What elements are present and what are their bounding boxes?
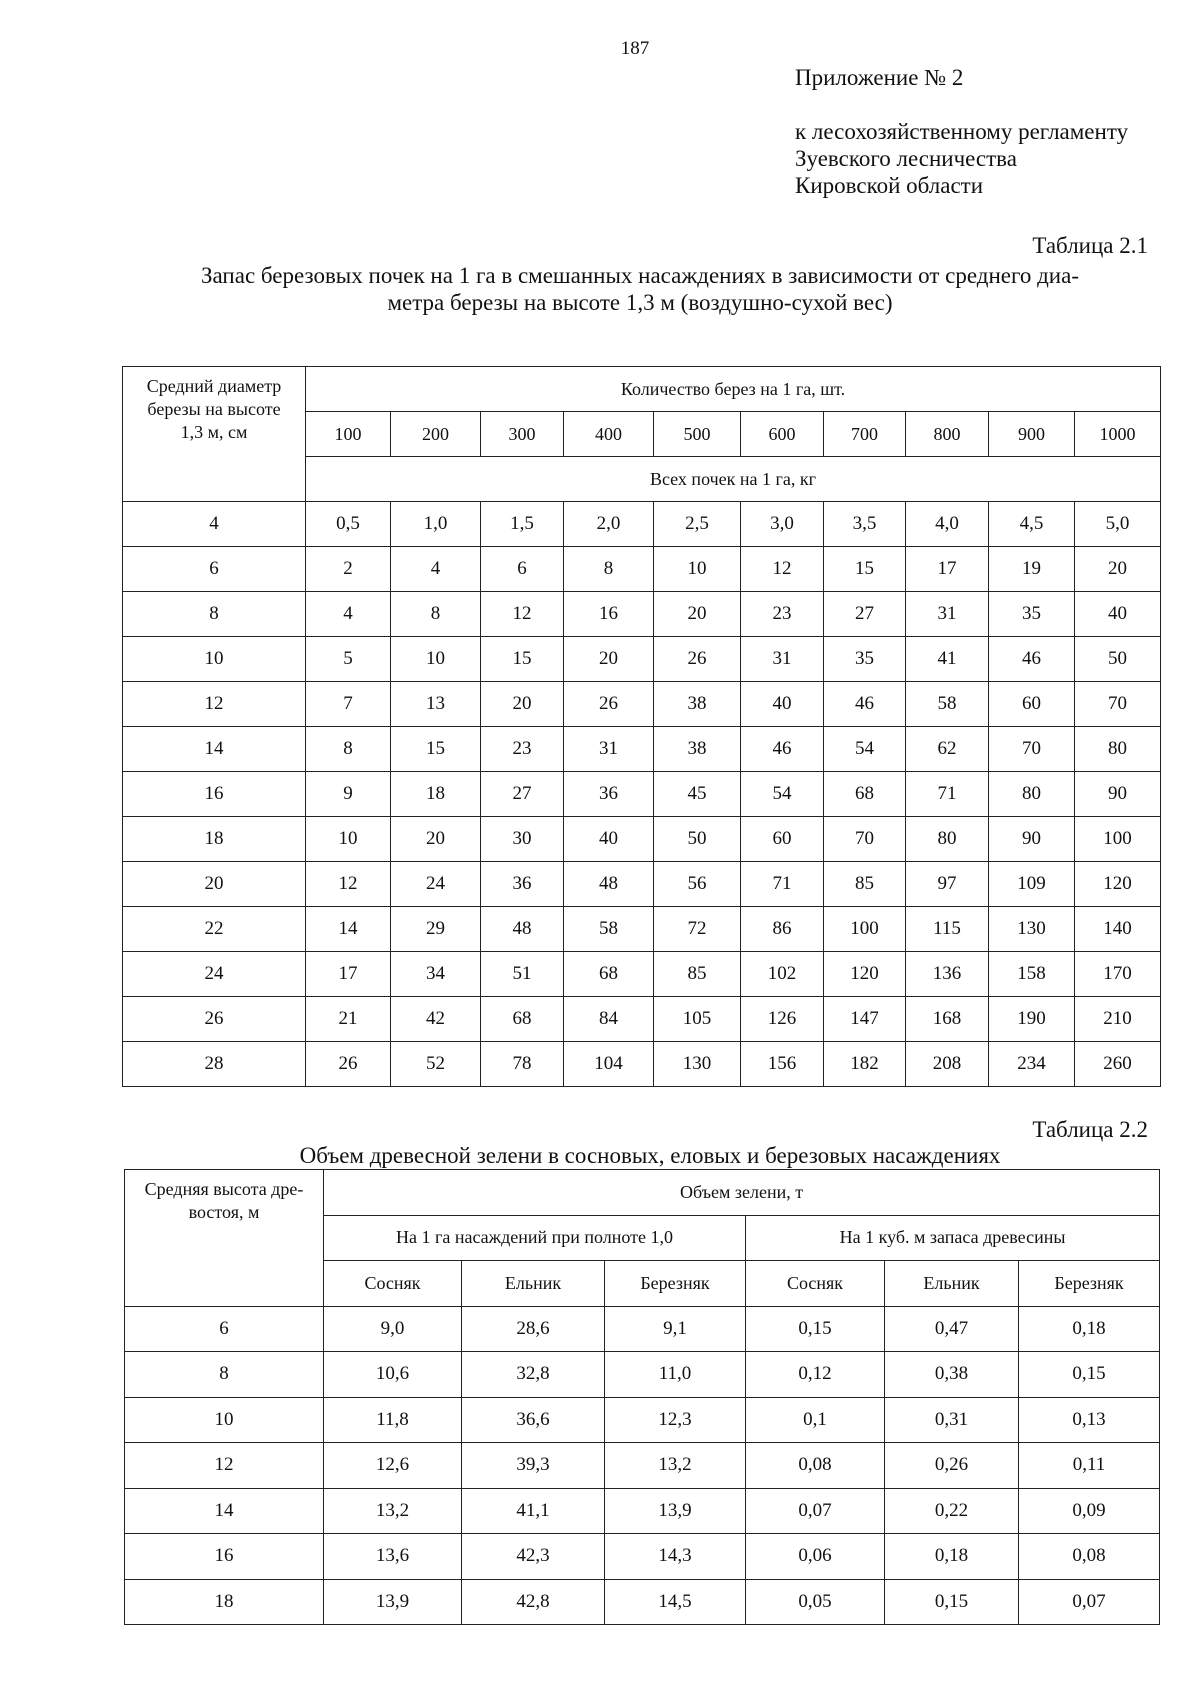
greenery-cell: 0,26	[885, 1443, 1019, 1489]
appendix-line: к лесохозяйственному регламенту	[795, 119, 1129, 144]
buds-cell: 41	[906, 637, 989, 682]
diameter-cell: 10	[123, 637, 306, 682]
buds-cell: 80	[1075, 727, 1161, 772]
diameter-cell: 16	[123, 772, 306, 817]
buds-cell: 190	[989, 997, 1075, 1042]
greenery-cell: 36,6	[462, 1397, 605, 1443]
diameter-cell: 8	[123, 592, 306, 637]
buds-cell: 31	[741, 637, 824, 682]
buds-cell: 100	[824, 907, 906, 952]
appendix-title: Приложение № 2	[795, 65, 964, 90]
diameter-cell: 18	[123, 817, 306, 862]
buds-cell: 58	[906, 682, 989, 727]
table-row	[123, 997, 1161, 1042]
greenery-cell: 0,08	[1019, 1534, 1160, 1580]
appendix-line: Зуевского лесничества	[795, 146, 1017, 171]
table-row	[125, 1443, 1160, 1489]
table-row	[125, 1488, 1160, 1534]
buds-cell: 45	[654, 772, 741, 817]
buds-cell: 2	[306, 547, 391, 592]
buds-cell: 80	[906, 817, 989, 862]
buds-cell: 40	[741, 682, 824, 727]
appendix-line: Кировской области	[795, 173, 984, 198]
greenery-cell: 0,15	[1019, 1352, 1160, 1398]
table2-species-header: Сосняк	[324, 1261, 462, 1307]
buds-cell: 38	[654, 727, 741, 772]
buds-cell: 58	[564, 907, 654, 952]
buds-cell: 4	[306, 592, 391, 637]
height-cell: 6	[125, 1306, 324, 1352]
buds-cell: 51	[481, 952, 564, 997]
greenery-cell: 0,22	[885, 1488, 1019, 1534]
buds-cell: 35	[824, 637, 906, 682]
buds-cell: 3,0	[741, 502, 824, 547]
buds-cell: 8	[564, 547, 654, 592]
table2-species-header: Березняк	[605, 1261, 746, 1307]
buds-cell: 10	[306, 817, 391, 862]
buds-cell: 16	[564, 592, 654, 637]
table-row	[123, 682, 1161, 727]
greenery-cell: 28,6	[462, 1306, 605, 1352]
buds-cell: 50	[654, 817, 741, 862]
buds-cell: 71	[741, 862, 824, 907]
buds-cell: 85	[824, 862, 906, 907]
buds-cell: 20	[481, 682, 564, 727]
table1-count-header: 100	[306, 412, 391, 457]
greenery-cell: 9,1	[605, 1306, 746, 1352]
buds-cell: 54	[741, 772, 824, 817]
buds-cell: 72	[654, 907, 741, 952]
buds-cell: 12	[741, 547, 824, 592]
buds-cell: 36	[564, 772, 654, 817]
table-row	[123, 637, 1161, 682]
height-cell: 12	[125, 1443, 324, 1489]
table1-side-header	[123, 367, 306, 502]
buds-cell: 34	[391, 952, 481, 997]
table2-species-header: Березняк	[1019, 1261, 1160, 1307]
greenery-cell: 11,8	[324, 1397, 462, 1443]
height-cell: 8	[125, 1352, 324, 1398]
buds-cell: 56	[654, 862, 741, 907]
table-row	[123, 862, 1161, 907]
side-header-line: 1,3 м, см	[180, 422, 248, 442]
buds-cell: 102	[741, 952, 824, 997]
buds-cell: 90	[1075, 772, 1161, 817]
buds-cell: 62	[906, 727, 989, 772]
buds-cell: 84	[564, 997, 654, 1042]
greenery-cell: 13,6	[324, 1534, 462, 1580]
buds-cell: 136	[906, 952, 989, 997]
buds-cell: 70	[824, 817, 906, 862]
table-row	[123, 727, 1161, 772]
buds-cell: 4,5	[989, 502, 1075, 547]
table-row	[125, 1397, 1160, 1443]
buds-cell: 26	[654, 637, 741, 682]
buds-cell: 80	[989, 772, 1075, 817]
greenery-cell: 32,8	[462, 1352, 605, 1398]
buds-cell: 36	[481, 862, 564, 907]
table-row	[123, 1042, 1161, 1087]
buds-cell: 182	[824, 1042, 906, 1087]
buds-cell: 170	[1075, 952, 1161, 997]
buds-cell: 68	[481, 997, 564, 1042]
buds-cell: 46	[741, 727, 824, 772]
buds-cell: 208	[906, 1042, 989, 1087]
buds-cell: 19	[989, 547, 1075, 592]
buds-cell: 46	[989, 637, 1075, 682]
table1-count-header: 800	[906, 412, 989, 457]
buds-cell: 60	[989, 682, 1075, 727]
buds-cell: 9	[306, 772, 391, 817]
buds-cell: 70	[1075, 682, 1161, 727]
table1-top-header: Количество берез на 1 га, шт.	[306, 367, 1161, 412]
buds-cell: 23	[741, 592, 824, 637]
table1-count-header: 600	[741, 412, 824, 457]
buds-cell: 90	[989, 817, 1075, 862]
diameter-cell: 14	[123, 727, 306, 772]
greenery-cell: 0,15	[746, 1306, 885, 1352]
table-row	[123, 817, 1161, 862]
buds-cell: 120	[1075, 862, 1161, 907]
greenery-cell: 42,3	[462, 1534, 605, 1580]
buds-cell: 8	[306, 727, 391, 772]
diameter-cell: 20	[123, 862, 306, 907]
buds-cell: 68	[824, 772, 906, 817]
buds-cell: 120	[824, 952, 906, 997]
table-row	[123, 502, 1161, 547]
buds-cell: 0,5	[306, 502, 391, 547]
table-row	[123, 592, 1161, 637]
table1	[122, 366, 1161, 1087]
table-row	[125, 1352, 1160, 1398]
buds-cell: 31	[564, 727, 654, 772]
greenery-cell: 13,2	[605, 1443, 746, 1489]
table-row	[125, 1306, 1160, 1352]
table-row	[125, 1534, 1160, 1580]
appendix-block	[795, 64, 1128, 199]
buds-cell: 2,0	[564, 502, 654, 547]
buds-cell: 156	[741, 1042, 824, 1087]
table1-count-header: 400	[564, 412, 654, 457]
side-header-line: березы на высоте	[147, 399, 281, 419]
greenery-cell: 0,11	[1019, 1443, 1160, 1489]
buds-cell: 85	[654, 952, 741, 997]
buds-cell: 13	[391, 682, 481, 727]
table2-side-header	[125, 1170, 324, 1307]
greenery-cell: 41,1	[462, 1488, 605, 1534]
buds-cell: 20	[654, 592, 741, 637]
greenery-cell: 0,08	[746, 1443, 885, 1489]
buds-cell: 40	[564, 817, 654, 862]
height-cell: 18	[125, 1579, 324, 1625]
greenery-cell: 0,18	[1019, 1306, 1160, 1352]
table1-count-header: 300	[481, 412, 564, 457]
greenery-cell: 0,18	[885, 1534, 1019, 1580]
table1-count-header: 200	[391, 412, 481, 457]
buds-cell: 130	[989, 907, 1075, 952]
buds-cell: 1,5	[481, 502, 564, 547]
greenery-cell: 14,3	[605, 1534, 746, 1580]
greenery-cell: 0,07	[1019, 1579, 1160, 1625]
diameter-cell: 4	[123, 502, 306, 547]
buds-cell: 104	[564, 1042, 654, 1087]
height-cell: 10	[125, 1397, 324, 1443]
page-number: 187	[620, 38, 650, 59]
buds-cell: 54	[824, 727, 906, 772]
buds-cell: 26	[564, 682, 654, 727]
table-row	[123, 547, 1161, 592]
table-row	[123, 907, 1161, 952]
greenery-cell: 9,0	[324, 1306, 462, 1352]
height-cell: 14	[125, 1488, 324, 1534]
buds-cell: 10	[391, 637, 481, 682]
buds-cell: 5,0	[1075, 502, 1161, 547]
diameter-cell: 12	[123, 682, 306, 727]
buds-cell: 60	[741, 817, 824, 862]
greenery-cell: 10,6	[324, 1352, 462, 1398]
table-row	[123, 952, 1161, 997]
buds-cell: 21	[306, 997, 391, 1042]
buds-cell: 68	[564, 952, 654, 997]
buds-cell: 8	[391, 592, 481, 637]
buds-cell: 71	[906, 772, 989, 817]
buds-cell: 2,5	[654, 502, 741, 547]
buds-cell: 168	[906, 997, 989, 1042]
greenery-cell: 12,6	[324, 1443, 462, 1489]
greenery-cell: 0,05	[746, 1579, 885, 1625]
buds-cell: 4	[391, 547, 481, 592]
buds-cell: 26	[306, 1042, 391, 1087]
diameter-cell: 26	[123, 997, 306, 1042]
greenery-cell: 13,2	[324, 1488, 462, 1534]
buds-cell: 12	[306, 862, 391, 907]
buds-cell: 35	[989, 592, 1075, 637]
table1-title-line: Запас березовых почек на 1 га в смешанных насаждениях в зависимости от среднего диа-	[201, 263, 1079, 288]
buds-cell: 7	[306, 682, 391, 727]
greenery-cell: 14,5	[605, 1579, 746, 1625]
buds-cell: 27	[481, 772, 564, 817]
greenery-cell: 0,1	[746, 1397, 885, 1443]
table2-top-header: Объем зелени, т	[324, 1170, 1160, 1216]
buds-cell: 52	[391, 1042, 481, 1087]
buds-cell: 234	[989, 1042, 1075, 1087]
buds-cell: 15	[481, 637, 564, 682]
buds-cell: 210	[1075, 997, 1161, 1042]
buds-cell: 78	[481, 1042, 564, 1087]
greenery-cell: 0,38	[885, 1352, 1019, 1398]
buds-cell: 100	[1075, 817, 1161, 862]
greenery-cell: 12,3	[605, 1397, 746, 1443]
table2-group-per-m3: На 1 куб. м запаса древесины	[746, 1215, 1160, 1261]
buds-cell: 23	[481, 727, 564, 772]
buds-cell: 20	[564, 637, 654, 682]
table2-species-header: Ельник	[885, 1261, 1019, 1307]
table1-count-header: 500	[654, 412, 741, 457]
height-cell: 16	[125, 1534, 324, 1580]
buds-cell: 17	[906, 547, 989, 592]
side-header-line: Средний диаметр	[146, 376, 282, 396]
greenery-cell: 0,15	[885, 1579, 1019, 1625]
buds-cell: 30	[481, 817, 564, 862]
buds-cell: 24	[391, 862, 481, 907]
buds-cell: 70	[989, 727, 1075, 772]
buds-cell: 42	[391, 997, 481, 1042]
greenery-cell: 0,31	[885, 1397, 1019, 1443]
buds-cell: 158	[989, 952, 1075, 997]
buds-cell: 1,0	[391, 502, 481, 547]
greenery-cell: 13,9	[605, 1488, 746, 1534]
table2-caption: Таблица 2.2	[1032, 1117, 1148, 1142]
greenery-cell: 0,13	[1019, 1397, 1160, 1443]
greenery-cell: 0,09	[1019, 1488, 1160, 1534]
table2-species-header: Ельник	[462, 1261, 605, 1307]
buds-cell: 109	[989, 862, 1075, 907]
greenery-cell: 39,3	[462, 1443, 605, 1489]
diameter-cell: 6	[123, 547, 306, 592]
buds-cell: 48	[481, 907, 564, 952]
diameter-cell: 24	[123, 952, 306, 997]
buds-cell: 86	[741, 907, 824, 952]
buds-cell: 27	[824, 592, 906, 637]
table2	[124, 1169, 1160, 1625]
buds-cell: 97	[906, 862, 989, 907]
buds-cell: 18	[391, 772, 481, 817]
buds-cell: 105	[654, 997, 741, 1042]
buds-cell: 46	[824, 682, 906, 727]
buds-cell: 48	[564, 862, 654, 907]
table1-count-header: 900	[989, 412, 1075, 457]
table2-title: Объем древесной зелени в сосновых, еловых и березовых насаждениях	[299, 1143, 1001, 1168]
buds-cell: 130	[654, 1042, 741, 1087]
buds-cell: 140	[1075, 907, 1161, 952]
buds-cell: 3,5	[824, 502, 906, 547]
buds-cell: 29	[391, 907, 481, 952]
table1-title	[120, 262, 1160, 316]
greenery-cell: 0,12	[746, 1352, 885, 1398]
greenery-cell: 11,0	[605, 1352, 746, 1398]
buds-cell: 5	[306, 637, 391, 682]
table1-count-header: 1000	[1075, 412, 1161, 457]
table2-group-per-ha: На 1 га насаждений при полноте 1,0	[324, 1215, 746, 1261]
diameter-cell: 28	[123, 1042, 306, 1087]
buds-cell: 12	[481, 592, 564, 637]
buds-cell: 38	[654, 682, 741, 727]
buds-cell: 10	[654, 547, 741, 592]
buds-cell: 15	[391, 727, 481, 772]
table-row	[125, 1579, 1160, 1625]
table1-count-header: 700	[824, 412, 906, 457]
buds-cell: 17	[306, 952, 391, 997]
buds-cell: 4,0	[906, 502, 989, 547]
buds-cell: 40	[1075, 592, 1161, 637]
greenery-cell: 0,07	[746, 1488, 885, 1534]
table-row	[123, 772, 1161, 817]
table2-species-header: Сосняк	[746, 1261, 885, 1307]
buds-cell: 6	[481, 547, 564, 592]
side-header-line: востоя, м	[188, 1202, 260, 1222]
buds-cell: 15	[824, 547, 906, 592]
buds-cell: 147	[824, 997, 906, 1042]
table1-title-line: метра березы на высоте 1,3 м (воздушно-сухой вес)	[387, 290, 893, 315]
table1-sub-header: Всех почек на 1 га, кг	[306, 457, 1161, 502]
greenery-cell: 0,47	[885, 1306, 1019, 1352]
buds-cell: 115	[906, 907, 989, 952]
buds-cell: 50	[1075, 637, 1161, 682]
diameter-cell: 22	[123, 907, 306, 952]
greenery-cell: 42,8	[462, 1579, 605, 1625]
buds-cell: 126	[741, 997, 824, 1042]
buds-cell: 260	[1075, 1042, 1161, 1087]
greenery-cell: 0,06	[746, 1534, 885, 1580]
table1-caption: Таблица 2.1	[1032, 233, 1148, 258]
side-header-line: Средняя высота дре-	[144, 1179, 304, 1199]
buds-cell: 20	[1075, 547, 1161, 592]
greenery-cell: 13,9	[324, 1579, 462, 1625]
buds-cell: 14	[306, 907, 391, 952]
buds-cell: 31	[906, 592, 989, 637]
buds-cell: 20	[391, 817, 481, 862]
